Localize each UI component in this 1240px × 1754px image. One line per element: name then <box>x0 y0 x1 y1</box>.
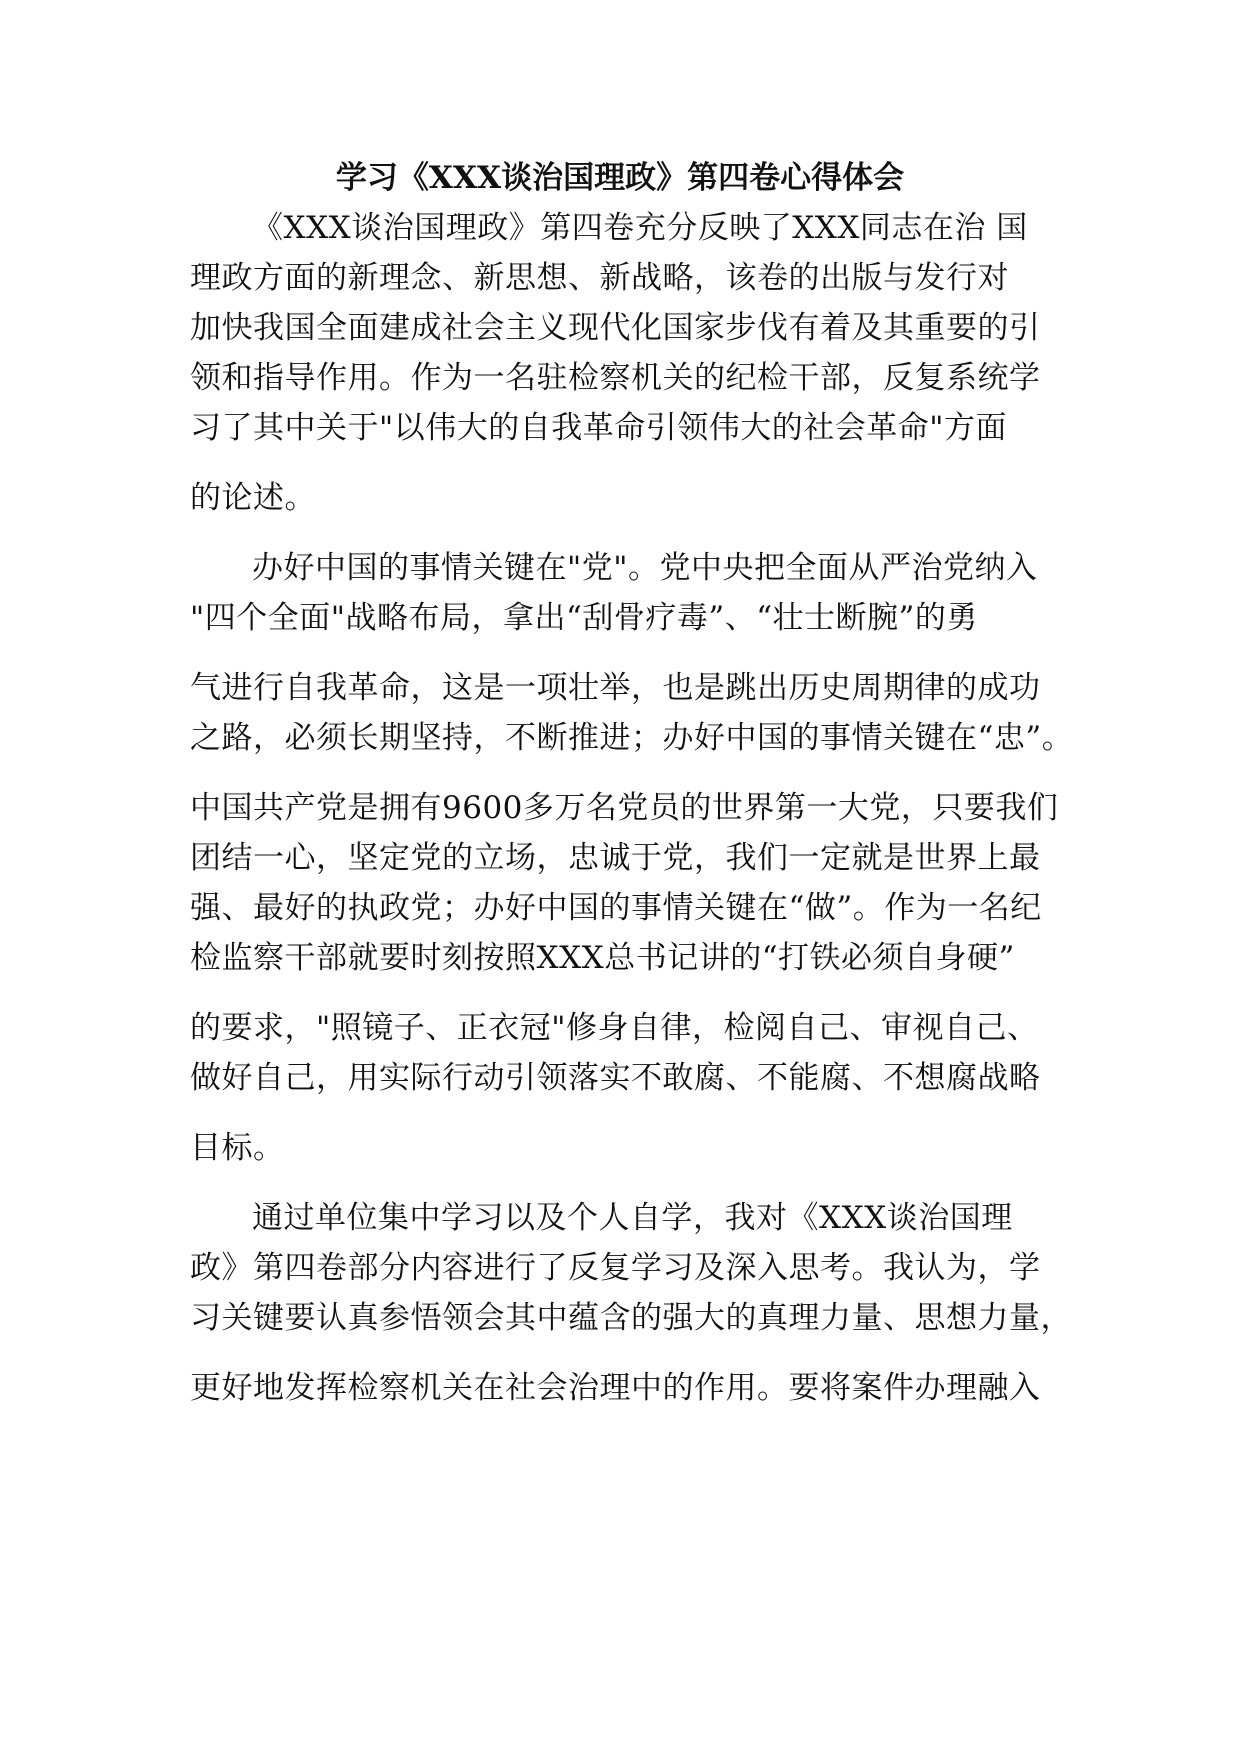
text-line: "四个全面"战略布局，拿出“刮骨疗毒”、“壮士断腕”的勇 <box>190 600 978 636</box>
text-line: 更好地发挥检察机关在社会治理中的作用。要将案件办理融入 <box>190 1370 1041 1406</box>
document-title: 学习《XXX谈治国理政》第四卷心得体会 <box>335 160 905 196</box>
text-line: 强、最好的执政党；办好中国的事情关键在“做”。作为一名纪 <box>190 890 1042 926</box>
text-line: 的要求，"照镜子、正衣冠"修身自律，检阅自己、审视自己、 <box>190 1010 1039 1046</box>
text-line: 政》第四卷部分内容进行了反复学习及深入思考。我认为，学 <box>190 1250 1041 1286</box>
text-line: 通过单位集中学习以及个人自学，我对《XXX谈治国理 <box>252 1200 1013 1236</box>
text-line: 《XXX谈治国理政》第四卷充分反映了XXX同志在治 国 <box>252 210 1028 246</box>
text-line: 团结一心，坚定党的立场，忠诚于党，我们一定就是世界上最 <box>190 840 1041 876</box>
text-line: 理政方面的新理念、新思想、新战略，该卷的出版与发行对 <box>190 260 1009 296</box>
text-line: 目标。 <box>190 1130 285 1166</box>
text-line: 中国共产党是拥有9600多万名党员的世界第一大党，只要我们 <box>190 790 1059 826</box>
text-line: 检监察干部就要时刻按照XXX总书记讲的“打铁必须自身硬” <box>190 940 1015 976</box>
text-line: 的论述。 <box>190 480 316 516</box>
text-line: 习了其中关于"以伟大的自我革命引领伟大的社会革命"方面 <box>190 410 1008 446</box>
text-line: 习关键要认真参悟领会其中蕴含的强大的真理力量、思想力量， <box>190 1300 1072 1336</box>
text-line: 加快我国全面建成社会主义现代化国家步伐有着及其重要的引 <box>190 310 1041 346</box>
text-line: 做好自己，用实际行动引领落实不敢腐、不能腐、不想腐战略 <box>190 1060 1041 1096</box>
text-line: 办好中国的事情关键在"党"。党中央把全面从严治党纳入 <box>252 550 1038 586</box>
text-line: 之路，必须长期坚持，不断推进；办好中国的事情关键在“忠”。 <box>190 720 1074 756</box>
text-line: 气进行自我革命，这是一项壮举，也是跳出历史周期律的成功 <box>190 670 1041 706</box>
text-line: 领和指导作用。作为一名驻检察机关的纪检干部，反复系统学 <box>190 360 1041 396</box>
